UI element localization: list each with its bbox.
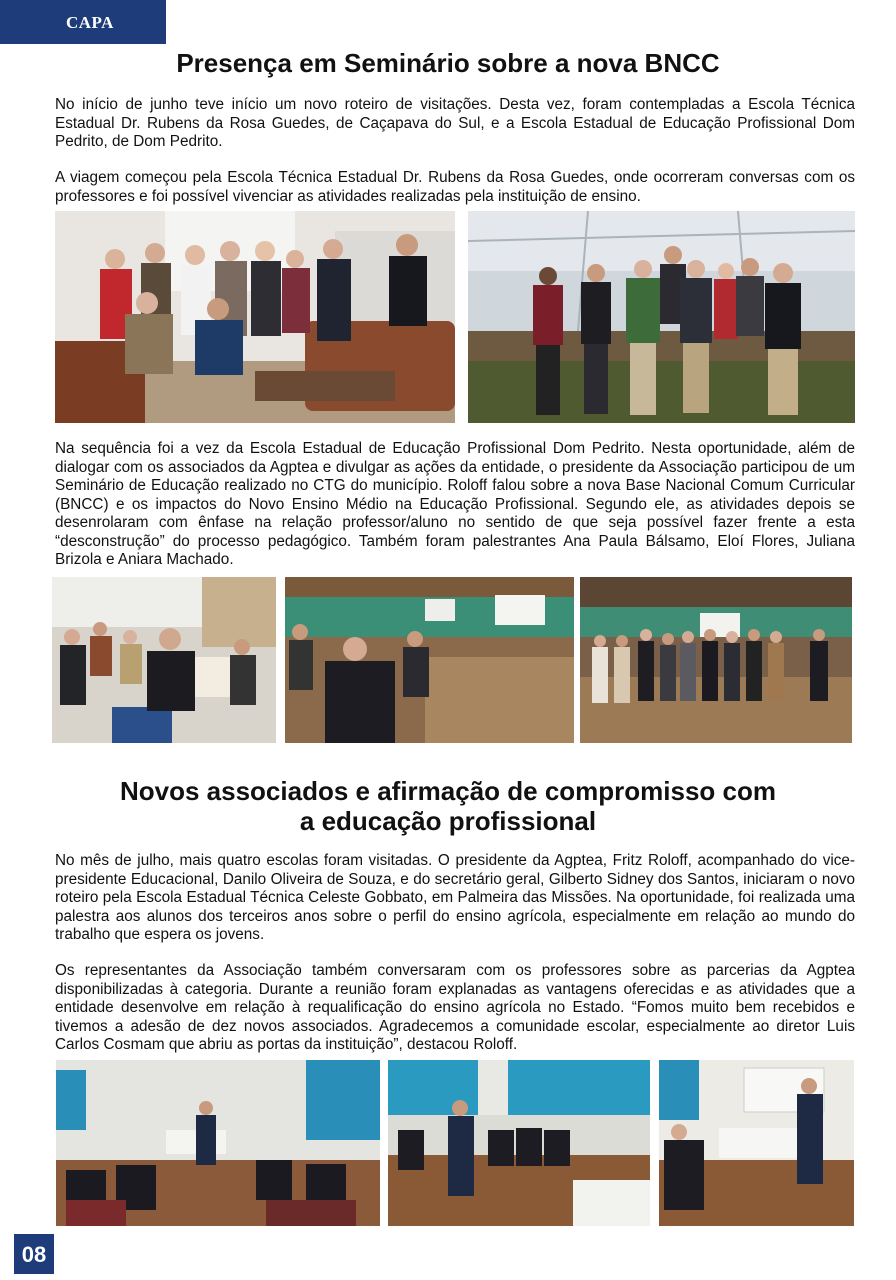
- article2-title: [0, 776, 896, 836]
- article2-title-line2: a educação profissional: [299, 806, 597, 836]
- photo-speaker-microphone: [659, 1060, 854, 1226]
- photo-students-room: [388, 1060, 650, 1226]
- article1-paragraph-2: A viagem começou pela Escola Técnica Estadual Dr. Rubens da Rosa Guedes, onde ocorreram conversas com os professores e foi possível vivenciar as atividades realizadas pela instituição de ensino.: [55, 169, 855, 205]
- photo-speakers-group: [580, 577, 852, 743]
- article1-paragraph-3: Na sequência foi a vez da Escola Estadual de Educação Profissional Dom Pedrito. Nesta oportunidade, além de dialogar com os associados da Agptea e divulgar as ações da entidade, o presidente da Associação participou de um Seminário de Educação realizado no CTG do município. Roloff falou sobre a nova Base Nacional Comum Curricular (BNCC) e os impactos do Novo Ensino Médio na Educação Profissional. Segundo ele, as atividades depois se desenrolaram com ênfase na relação professor/aluno no sentido de que seja possível fazer frente a esta “desconstrução” do processo pedagógico. Também foram palestrantes Ana Paula Bálsamo, Eloí Flores, Juliana Brizola e Aniara Machado.: [55, 440, 855, 568]
- photo-ctg-hall: [285, 577, 574, 743]
- photo-teachers-meeting: [55, 211, 455, 423]
- section-tag: CAPA: [0, 0, 166, 44]
- article1-paragraph-1: No início de junho teve início um novo roteiro de visitações. Desta vez, foram contempladas a Escola Técnica Estadual Dr. Rubens da Rosa Guedes, de Caçapava do Sul, e a Escola Estadual de Educação Profissional Dom Pedrito, de Dom Pedrito.: [55, 96, 855, 150]
- page-number: 08: [14, 1234, 54, 1274]
- photo-lecture-students: [56, 1060, 380, 1226]
- photo-seminar-tables: [52, 577, 276, 743]
- article2-title-line1: Novos associados e afirmação de compromisso com: [119, 776, 777, 806]
- article2-paragraph-1: No mês de julho, mais quatro escolas foram visitadas. O presidente da Agptea, Fritz Roloff, acompanhado do vice-presidente Educacional, Danilo Oliveira de Souza, e do secretário geral, Gilberto Sidney dos Santos, iniciaram o novo roteiro pela Escola Estadual Técnica Celeste Gobbato, em Palmeira das Missões. Na oportunidade, foi realizada uma palestra aos alunos dos terceiros anos sobre o perfil do ensino agrícola, especialmente em relação ao mundo do trabalho que espera os jovens.: [55, 852, 855, 943]
- photo-greenhouse-group: [468, 211, 855, 423]
- article1-title: Presença em Seminário sobre a nova BNCC: [176, 48, 720, 78]
- article2-paragraph-2: Os representantes da Associação também conversaram com os professores sobre as parcerias da Agptea disponibilizadas à categoria. Durante a reunião foram explanadas as vantagens oferecidas e as atividades que a entidade desenvolve em relação à requalificação do ensino agrícola no Estado. “Fomos muito bem recebidos e tivemos a adesão de dez novos associados. Agradecemos a comunidade escolar, especialmente ao diretor Luis Carlos Cosmam que abriu as portas da instituição”, destacou Roloff.: [55, 962, 855, 1053]
